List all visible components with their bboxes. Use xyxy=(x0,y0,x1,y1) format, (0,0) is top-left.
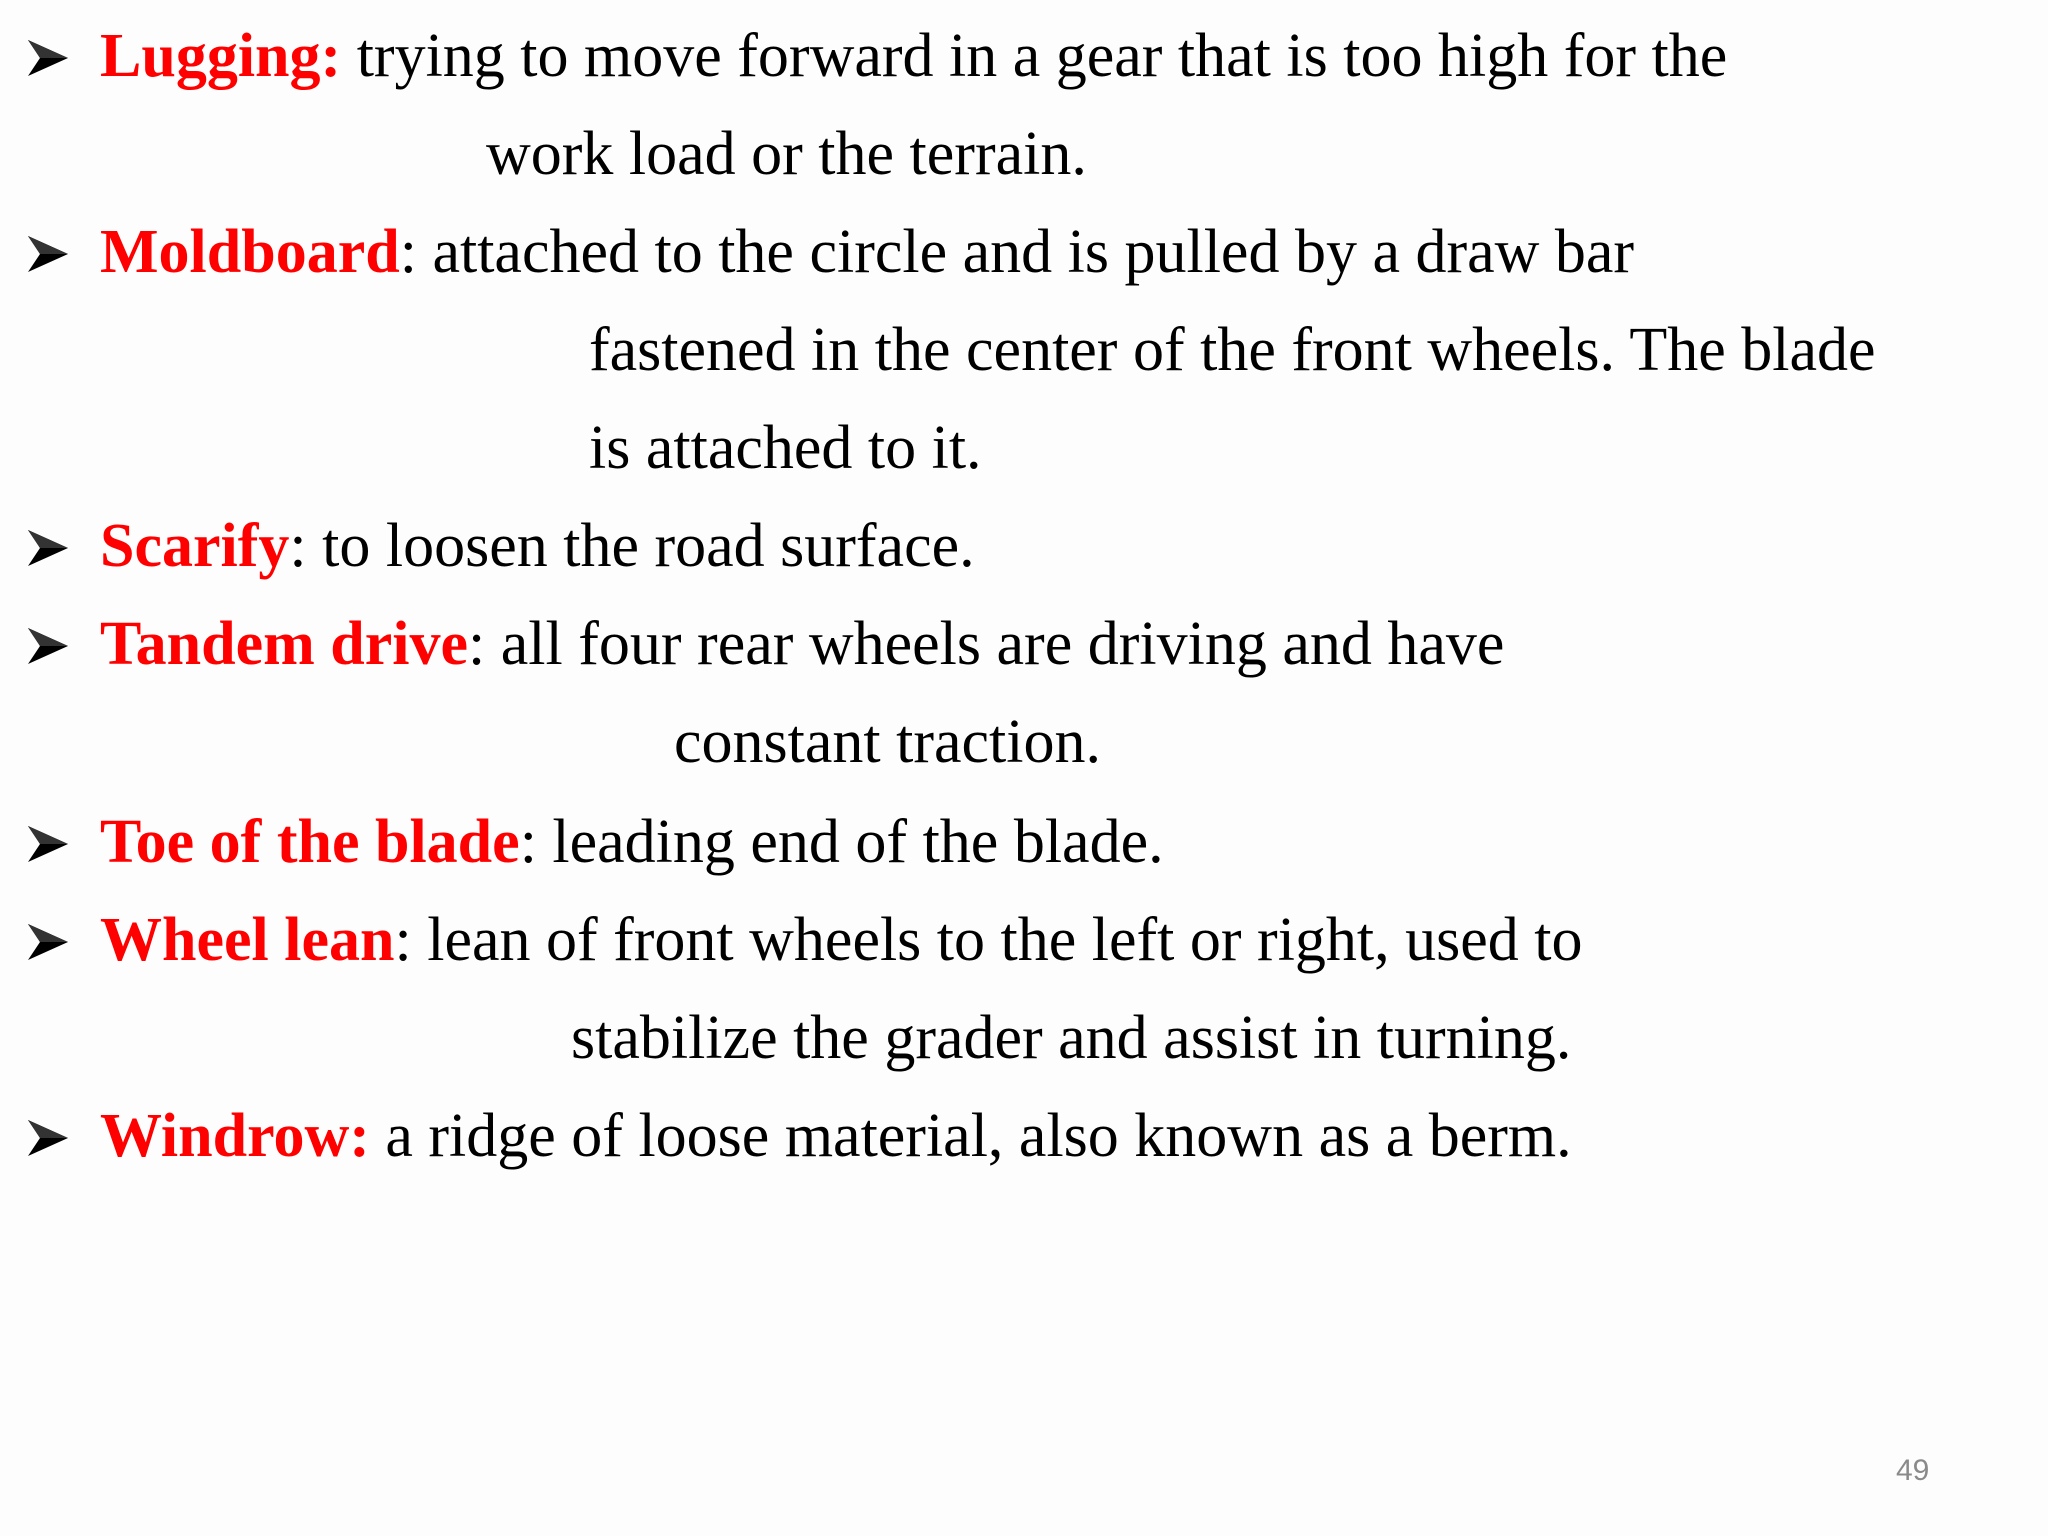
arrowhead-bullet-icon xyxy=(26,824,70,864)
separator: : xyxy=(468,610,501,678)
definition-continuation: stabilize the grader and assist in turning. xyxy=(571,1004,1572,1072)
term-lugging: Lugging: xyxy=(100,22,342,90)
separator: : xyxy=(399,218,433,286)
definition-wheel-lean: lean of front wheels to the left or right, used to xyxy=(427,906,1583,974)
term-windrow: Windrow: xyxy=(100,1102,370,1170)
term-tandem-drive: Tandem drive xyxy=(100,610,469,678)
definition-windrow: a ridge of loose material, also known as a berm. xyxy=(385,1102,1572,1170)
arrowhead-bullet-icon xyxy=(26,528,70,568)
separator: : xyxy=(289,512,323,580)
term-wheel-lean: Wheel lean xyxy=(100,906,395,974)
separator xyxy=(341,22,357,90)
separator xyxy=(370,1102,386,1170)
definition-continuation: constant traction. xyxy=(674,708,1101,776)
definition-continuation: fastened in the center of the front wheels. The blade xyxy=(589,316,1876,384)
page-number: 49 xyxy=(1896,1454,1930,1487)
definition-toe-of-the-blade: leading end of the blade. xyxy=(552,808,1164,876)
definition-continuation: work load or the terrain. xyxy=(486,120,1087,188)
definition-scarify: to loosen the road surface. xyxy=(322,512,975,580)
separator: : xyxy=(519,808,553,876)
definition-tandem-drive: all four rear wheels are driving and have xyxy=(500,610,1505,678)
term-scarify: Scarify xyxy=(100,512,290,580)
definition-lugging: trying to move forward in a gear that is too high for the xyxy=(356,22,1728,90)
arrowhead-bullet-icon xyxy=(26,234,70,274)
arrowhead-bullet-icon xyxy=(26,922,70,962)
arrowhead-bullet-icon xyxy=(26,38,70,78)
definition-moldboard: attached to the circle and is pulled by a draw bar xyxy=(432,218,1635,286)
separator: : xyxy=(394,906,428,974)
arrowhead-bullet-icon xyxy=(26,626,70,666)
arrowhead-bullet-icon xyxy=(26,1118,70,1158)
definition-continuation: is attached to it. xyxy=(589,414,982,482)
term-moldboard: Moldboard xyxy=(100,218,400,286)
term-toe-of-the-blade: Toe of the blade xyxy=(100,808,520,876)
